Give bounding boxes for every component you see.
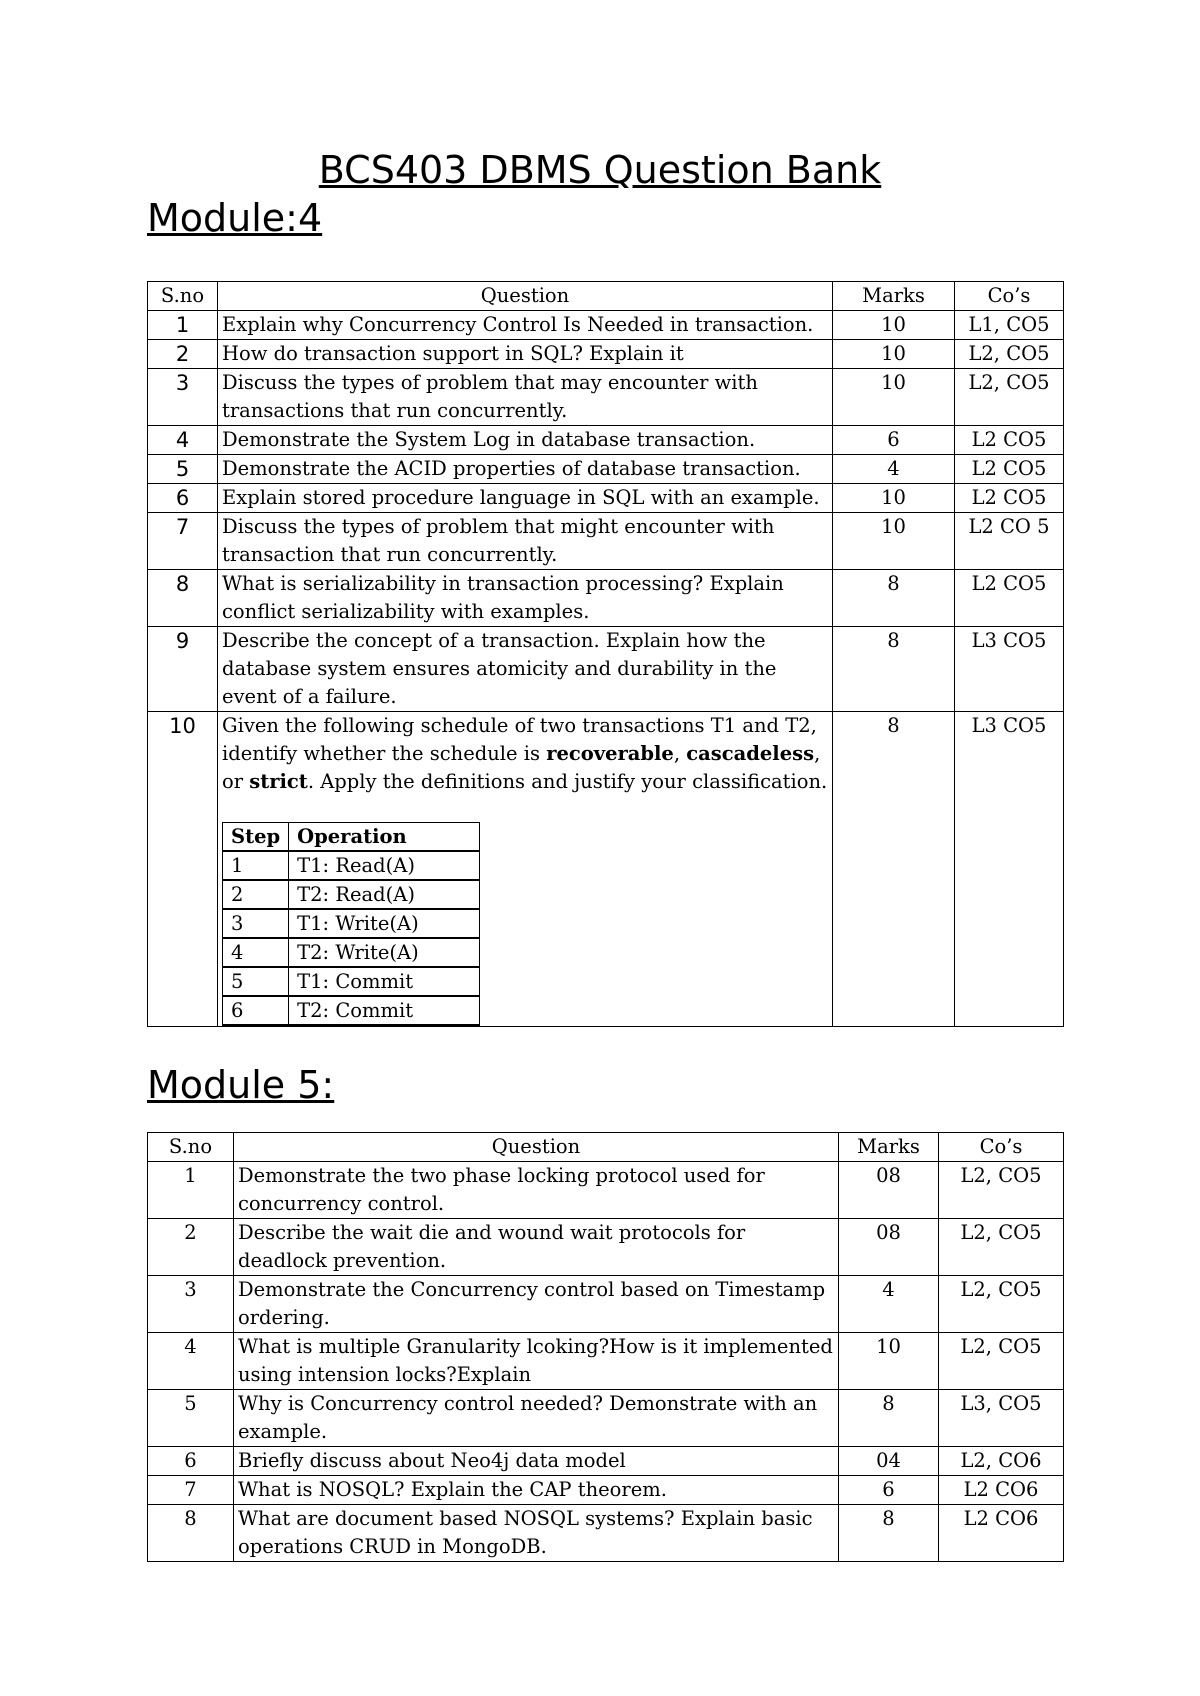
term-recoverable: recoverable — [546, 742, 674, 765]
sno-cell: 7 — [148, 1476, 234, 1505]
table-row — [148, 1390, 1064, 1447]
marks-cell: 6 — [839, 1476, 939, 1505]
sno-cell: 1 — [148, 311, 218, 340]
marks-cell: 8 — [833, 627, 955, 712]
table-row — [148, 1505, 1064, 1562]
cos-cell: L2, CO5 — [939, 1333, 1064, 1390]
question-cell: What are document based NOSQL systems? Explain basic operations CRUD in MongoDB. — [234, 1505, 839, 1562]
sno-cell: 8 — [148, 1505, 234, 1562]
schedule-operation: T1: Commit — [289, 967, 480, 996]
module-4-heading: Module:4 — [147, 196, 323, 240]
module-4-table — [147, 281, 1064, 1027]
schedule-operation: T1: Read(A) — [289, 851, 480, 880]
table-row — [148, 1447, 1064, 1476]
module-5-heading: Module 5: — [147, 1063, 335, 1107]
header-sno: S.no — [148, 282, 218, 311]
sno-cell: 5 — [148, 1390, 234, 1447]
header-sno: S.no — [148, 1133, 234, 1162]
question-cell — [218, 712, 833, 1027]
table-row — [148, 570, 1064, 627]
term-strict: strict — [249, 770, 308, 793]
marks-cell: 08 — [839, 1162, 939, 1219]
schedule-table — [222, 822, 480, 1026]
sno-cell: 5 — [148, 455, 218, 484]
module-5-table — [147, 1132, 1064, 1562]
sno-cell: 1 — [148, 1162, 234, 1219]
cos-cell: L3, CO5 — [939, 1390, 1064, 1447]
schedule-operation: T2: Commit — [289, 996, 480, 1025]
question-cell: Demonstrate the System Log in database transaction. — [218, 426, 833, 455]
sno-cell: 7 — [148, 513, 218, 570]
cos-cell: L2, CO5 — [939, 1162, 1064, 1219]
question-cell: What is NOSQL? Explain the CAP theorem. — [234, 1476, 839, 1505]
schedule-header-step: Step — [223, 823, 289, 852]
table-row — [148, 1219, 1064, 1276]
schedule-operation: T2: Read(A) — [289, 880, 480, 909]
question-cell: What is multiple Granularity lcoking?How is it implemented using intension locks?Explain — [234, 1333, 839, 1390]
header-cos: Co’s — [939, 1133, 1064, 1162]
schedule-step: 4 — [223, 938, 289, 967]
table-row — [148, 1476, 1064, 1505]
schedule-row — [223, 938, 480, 967]
cos-cell: L2 CO5 — [955, 426, 1064, 455]
cos-cell: L2 CO5 — [955, 455, 1064, 484]
cos-cell: L2 CO5 — [955, 570, 1064, 627]
cos-cell: L3 CO5 — [955, 627, 1064, 712]
marks-cell: 8 — [839, 1390, 939, 1447]
schedule-step: 5 — [223, 967, 289, 996]
schedule-row — [223, 909, 480, 938]
sno-cell: 4 — [148, 426, 218, 455]
table-row — [148, 1333, 1064, 1390]
cos-cell: L2, CO5 — [939, 1219, 1064, 1276]
schedule-operation: T1: Write(A) — [289, 909, 480, 938]
question-cell: Explain stored procedure language in SQL with an example. — [218, 484, 833, 513]
cos-cell: L3 CO5 — [955, 712, 1064, 1027]
sno-cell: 3 — [148, 369, 218, 426]
table-header-row — [148, 1133, 1064, 1162]
sno-cell: 8 — [148, 570, 218, 627]
question-cell: Describe the wait die and wound wait protocols for deadlock prevention. — [234, 1219, 839, 1276]
schedule-row — [223, 967, 480, 996]
cos-cell: L1, CO5 — [955, 311, 1064, 340]
cos-cell: L2, CO5 — [939, 1276, 1064, 1333]
sno-cell: 2 — [148, 340, 218, 369]
marks-cell: 4 — [839, 1276, 939, 1333]
schedule-step: 3 — [223, 909, 289, 938]
marks-cell: 4 — [833, 455, 955, 484]
marks-cell: 10 — [833, 311, 955, 340]
cos-cell: L2 CO6 — [939, 1476, 1064, 1505]
document-title: BCS403 DBMS Question Bank — [318, 148, 882, 192]
table-row — [148, 1162, 1064, 1219]
table-row — [148, 484, 1064, 513]
schedule-operation: T2: Write(A) — [289, 938, 480, 967]
question-cell: Why is Concurrency control needed? Demonstrate with an example. — [234, 1390, 839, 1447]
marks-cell: 08 — [839, 1219, 939, 1276]
question-text-part: , or — [222, 742, 821, 793]
marks-cell: 04 — [839, 1447, 939, 1476]
table-row-10 — [148, 712, 1064, 1027]
marks-cell: 6 — [833, 426, 955, 455]
sno-cell: 3 — [148, 1276, 234, 1333]
sno-cell: 9 — [148, 627, 218, 712]
cos-cell: L2 CO6 — [939, 1505, 1064, 1562]
cos-cell: L2, CO5 — [955, 369, 1064, 426]
header-question: Question — [234, 1133, 839, 1162]
table-row — [148, 340, 1064, 369]
table-row — [148, 455, 1064, 484]
schedule-step: 1 — [223, 851, 289, 880]
header-marks: Marks — [839, 1133, 939, 1162]
schedule-row — [223, 851, 480, 880]
question-cell: Discuss the types of problem that might encounter with transaction that run concurrently. — [218, 513, 833, 570]
table-row — [148, 1276, 1064, 1333]
question-text-part: , — [673, 742, 687, 765]
sno-cell: 6 — [148, 484, 218, 513]
question-cell: Describe the concept of a transaction. Explain how the database system ensures atomicity and durability in the event of a failure. — [218, 627, 833, 712]
marks-cell: 10 — [833, 484, 955, 513]
schedule-step: 2 — [223, 880, 289, 909]
schedule-row — [223, 880, 480, 909]
question-cell: Briefly discuss about Neo4j data model — [234, 1447, 839, 1476]
header-marks: Marks — [833, 282, 955, 311]
table-row — [148, 311, 1064, 340]
header-question: Question — [218, 282, 833, 311]
marks-cell: 8 — [839, 1505, 939, 1562]
cos-cell: L2 CO 5 — [955, 513, 1064, 570]
question-cell: Discuss the types of problem that may encounter with transactions that run concurrently. — [218, 369, 833, 426]
term-cascadeless: cascadeless — [686, 742, 815, 765]
sno-cell: 4 — [148, 1333, 234, 1390]
question-cell: Demonstrate the ACID properties of database transaction. — [218, 455, 833, 484]
sno-cell: 2 — [148, 1219, 234, 1276]
marks-cell: 10 — [833, 369, 955, 426]
table-row — [148, 627, 1064, 712]
question-text-part: . Apply the definitions and justify your classification. — [307, 770, 828, 793]
schedule-row — [223, 996, 480, 1025]
marks-cell: 8 — [833, 570, 955, 627]
question-10-text — [222, 712, 828, 796]
schedule-header-operation: Operation — [289, 823, 480, 852]
header-cos: Co’s — [955, 282, 1064, 311]
marks-cell: 10 — [833, 340, 955, 369]
cos-cell: L2, CO5 — [955, 340, 1064, 369]
marks-cell: 10 — [839, 1333, 939, 1390]
question-cell: Explain why Concurrency Control Is Needed in transaction. — [218, 311, 833, 340]
question-cell: How do transaction support in SQL? Explain it — [218, 340, 833, 369]
schedule-step: 6 — [223, 996, 289, 1025]
sno-cell: 10 — [148, 712, 218, 1027]
question-cell: Demonstrate the two phase locking protocol used for concurrency control. — [234, 1162, 839, 1219]
table-row — [148, 426, 1064, 455]
table-row — [148, 513, 1064, 570]
cos-cell: L2 CO5 — [955, 484, 1064, 513]
marks-cell: 10 — [833, 513, 955, 570]
table-row — [148, 369, 1064, 426]
sno-cell: 6 — [148, 1447, 234, 1476]
question-text-part: Given the following schedule of two transactions T1 and T2, identify whether the schedule is — [222, 714, 817, 765]
question-cell: Demonstrate the Concurrency control based on Timestamp ordering. — [234, 1276, 839, 1333]
question-cell: What is serializability in transaction processing? Explain conflict serializability with examples. — [218, 570, 833, 627]
table-header-row — [148, 282, 1064, 311]
marks-cell: 8 — [833, 712, 955, 1027]
cos-cell: L2, CO6 — [939, 1447, 1064, 1476]
schedule-header-row — [223, 823, 480, 852]
